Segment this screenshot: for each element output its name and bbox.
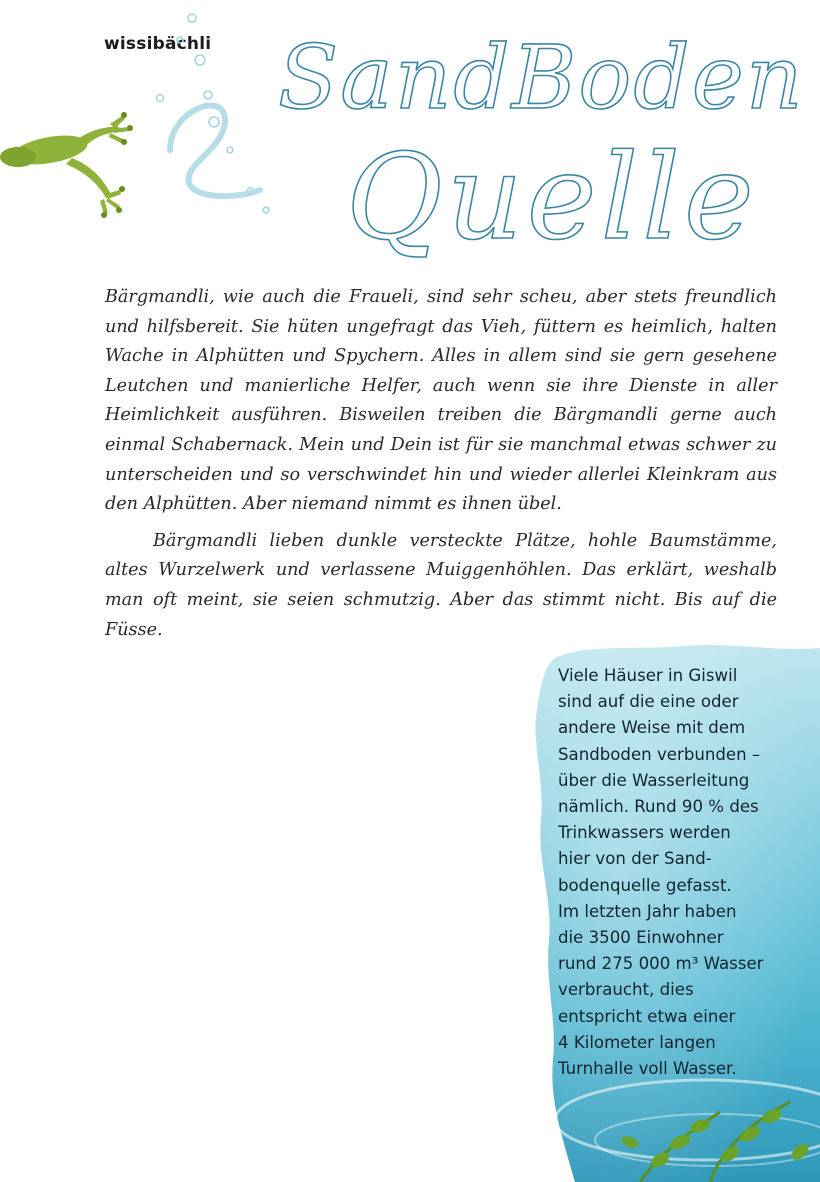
- info-box: Viele Häuser in Giswil sind auf die eine oder andere Weise mit dem Sandboden verbunden – über die Wasserleitung nämlich. Rund 90 % des Trinkwassers werden hier von der Sand- bodenquelle gefasst. Im letzten Jahr haben die 3500 Einwohner rund 275 000 m³ Wasser verbraucht, dies entspricht etwa einer 4 Kilometer langen Turnhalle voll Wasser.: [558, 666, 764, 1079]
- series-label: wissibächli: [104, 34, 212, 54]
- body-paragraph-1: Bärgmandli, wie auch die Fraueli, sind sehr scheu, aber stets freundlich und hilfsbereit. Sie hüten ungefragt das Vieh, füttern es heimlich, halten Wache in Alphütten und Spychern. Alles in allem sind sie gern gesehene Leutchen und manierliche Helfer, auch wenn sie ihre Dienste in aller Heimlichkeit ausführen. Bisweilen treiben die Bärgmandli gerne auch einmal Schabernack. Mein und Dein ist für sie manchmal etwas schwer zu unterscheiden und so verschwindet hin und wieder allerlei Kleinkram aus den Alphütten. Aber niemand nimmt es ihnen übel.: [105, 287, 777, 515]
- body-text: [105, 283, 777, 645]
- title-line-2: Quelle: [346, 128, 758, 266]
- title-line-1: SandBoden: [278, 26, 805, 129]
- plant-icon: [600, 1082, 820, 1182]
- title-lettering: [0, 0, 820, 280]
- body-paragraph-2: Bärgmandli lieben dunkle versteckte Plätze, hohle Baumstämme, altes Wurzelwerk und verlassene Muiggenhöhlen. Das erklärt, weshalb man oft meint, sie seien schmutzig. Aber das stimmt nicht. Bis auf die Füsse.: [105, 530, 777, 640]
